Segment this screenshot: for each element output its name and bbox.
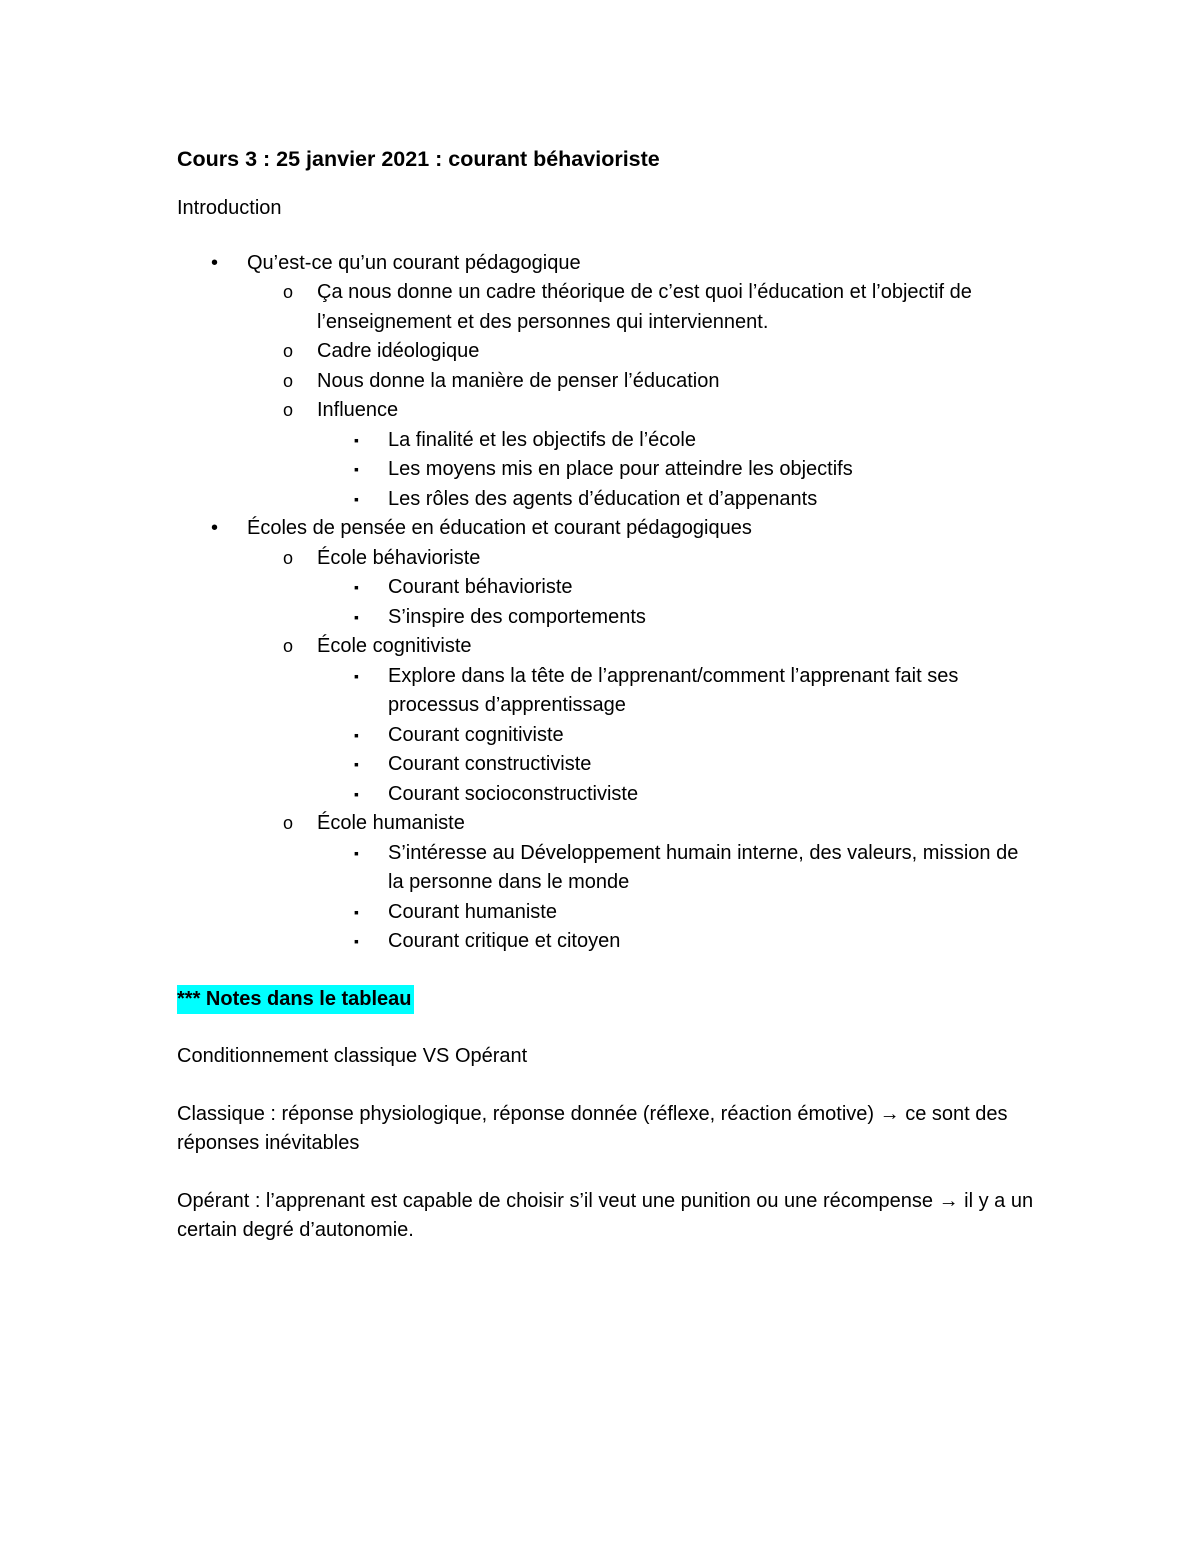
right-arrow-icon: → bbox=[938, 1189, 959, 1212]
outline-subitem-text: Cadre idéologique bbox=[317, 340, 480, 362]
notes-line bbox=[177, 985, 1037, 1015]
outline-leaf-text: Les rôles des agents d’éducation et d’appenants bbox=[388, 487, 818, 510]
square-bullet-icon: ▪ bbox=[354, 844, 359, 861]
outline-item-level3 bbox=[177, 721, 1037, 751]
bullet-icon: • bbox=[211, 251, 219, 274]
outline-leaf-text: Explore dans la tête de l’apprenant/comment l’apprenant fait ses processus d’apprentissage bbox=[388, 664, 959, 716]
outline-leaf-text: Courant socioconstructiviste bbox=[388, 782, 639, 805]
outline-item-level3 bbox=[177, 455, 1037, 485]
square-bullet-icon: ▪ bbox=[354, 608, 359, 625]
outline-item-level3 bbox=[177, 898, 1037, 928]
outline-sublist bbox=[247, 278, 1037, 514]
outline-subitem-text: Nous donne la manière de penser l’éducation bbox=[317, 369, 720, 392]
operant-text: Opérant : l’apprenant est capable de choisir s’il veut une punition ou une récompense bbox=[177, 1189, 934, 1212]
outline-item-level3 bbox=[177, 927, 1037, 957]
outline-subitem-text: Ça nous donne un cadre théorique de c’est quoi l’éducation et l’objectif de l’enseignement et des personnes qui interviennent. bbox=[317, 281, 972, 333]
document-body bbox=[177, 143, 1037, 1274]
outline-leaf-text: Courant constructiviste bbox=[388, 753, 592, 775]
square-bullet-icon: ▪ bbox=[354, 933, 359, 949]
right-arrow-icon: → bbox=[879, 1102, 900, 1125]
circle-bullet-icon: o bbox=[283, 813, 294, 833]
outline-leaf-text: Courant critique et citoyen bbox=[388, 930, 621, 952]
outline-list bbox=[177, 249, 1037, 957]
outline-subitem-text: École humaniste bbox=[317, 812, 465, 834]
outline-leaf-text: La finalité et les objectifs de l’école bbox=[388, 428, 696, 451]
outline-subitem-text: École cognitiviste bbox=[317, 635, 472, 657]
classique-text: Classique : réponse physiologique, réponse donnée (réflexe, réaction émotive) bbox=[177, 1102, 875, 1125]
square-bullet-icon: ▪ bbox=[354, 461, 359, 477]
outline-leaf-text: Courant béhavioriste bbox=[388, 576, 573, 598]
outline-subsublist bbox=[317, 839, 1037, 957]
outline-item-level2 bbox=[177, 367, 1037, 397]
outline-subitem-text: École béhavioriste bbox=[317, 546, 481, 569]
outline-item-level1 bbox=[177, 514, 1037, 957]
circle-bullet-icon: o bbox=[283, 282, 294, 302]
outline-item-level3 bbox=[177, 780, 1037, 810]
outline-item-level2 bbox=[177, 278, 1037, 337]
square-bullet-icon: ▪ bbox=[354, 431, 359, 448]
classique-paragraph bbox=[177, 1100, 1037, 1159]
outline-item-text: Écoles de pensée en éducation et courant pédagogiques bbox=[247, 517, 752, 539]
outline-item-text: Qu’est-ce qu’un courant pédagogique bbox=[247, 251, 581, 274]
outline-leaf-text: Courant cognitiviste bbox=[388, 723, 564, 746]
circle-bullet-icon: o bbox=[283, 400, 294, 420]
conditioning-heading: Conditionnement classique VS Opérant bbox=[177, 1045, 528, 1067]
square-bullet-icon: ▪ bbox=[354, 785, 359, 802]
square-bullet-icon: ▪ bbox=[354, 903, 359, 920]
outline-item-level2 bbox=[177, 632, 1037, 809]
outline-item-level3 bbox=[177, 662, 1037, 721]
square-bullet-icon: ▪ bbox=[354, 667, 359, 684]
outline-item-level3 bbox=[177, 839, 1037, 898]
bullet-icon: • bbox=[211, 517, 219, 539]
circle-bullet-icon: o bbox=[283, 370, 294, 391]
operant-paragraph bbox=[177, 1187, 1037, 1246]
outline-item-level1 bbox=[177, 249, 1037, 515]
outline-item-level2 bbox=[177, 396, 1037, 514]
classique-continuation: ce sont des réponses inévitables bbox=[177, 1102, 1008, 1154]
outline-leaf-text: Les moyens mis en place pour atteindre les objectifs bbox=[388, 458, 853, 480]
square-bullet-icon: ▪ bbox=[354, 756, 359, 772]
page-title: Cours 3 : 25 janvier 2021 : courant béhavioriste bbox=[177, 147, 660, 171]
outline-subsublist bbox=[317, 662, 1037, 810]
square-bullet-icon: ▪ bbox=[354, 490, 359, 507]
outline-item-level3 bbox=[177, 573, 1037, 603]
intro-heading: Introduction bbox=[177, 197, 282, 219]
square-bullet-icon: ▪ bbox=[354, 726, 359, 743]
outline-subsublist bbox=[317, 573, 1037, 632]
outline-item-level2 bbox=[177, 337, 1037, 367]
outline-item-level3 bbox=[177, 485, 1037, 515]
operant-continuation: il y a un certain degré d’autonomie. bbox=[177, 1189, 1034, 1241]
circle-bullet-icon: o bbox=[283, 547, 294, 568]
outline-sublist bbox=[247, 544, 1037, 957]
circle-bullet-icon: o bbox=[283, 636, 294, 656]
outline-leaf-text: Courant humaniste bbox=[388, 900, 557, 923]
outline-subitem-text: Influence bbox=[317, 399, 399, 421]
outline-item-level3 bbox=[177, 603, 1037, 633]
outline-subsublist bbox=[317, 426, 1037, 515]
outline-leaf-text: S’intéresse au Développement humain interne, des valeurs, mission de la personne dans le monde bbox=[388, 841, 1019, 893]
outline-item-level2 bbox=[177, 544, 1037, 633]
outline-leaf-text: S’inspire des comportements bbox=[388, 605, 646, 628]
circle-bullet-icon: o bbox=[283, 341, 294, 361]
outline-item-level3 bbox=[177, 750, 1037, 780]
square-bullet-icon: ▪ bbox=[354, 579, 359, 595]
highlighted-note: *** Notes dans le tableau bbox=[177, 985, 414, 1015]
outline-item-level3 bbox=[177, 426, 1037, 456]
outline-item-level2 bbox=[177, 809, 1037, 957]
